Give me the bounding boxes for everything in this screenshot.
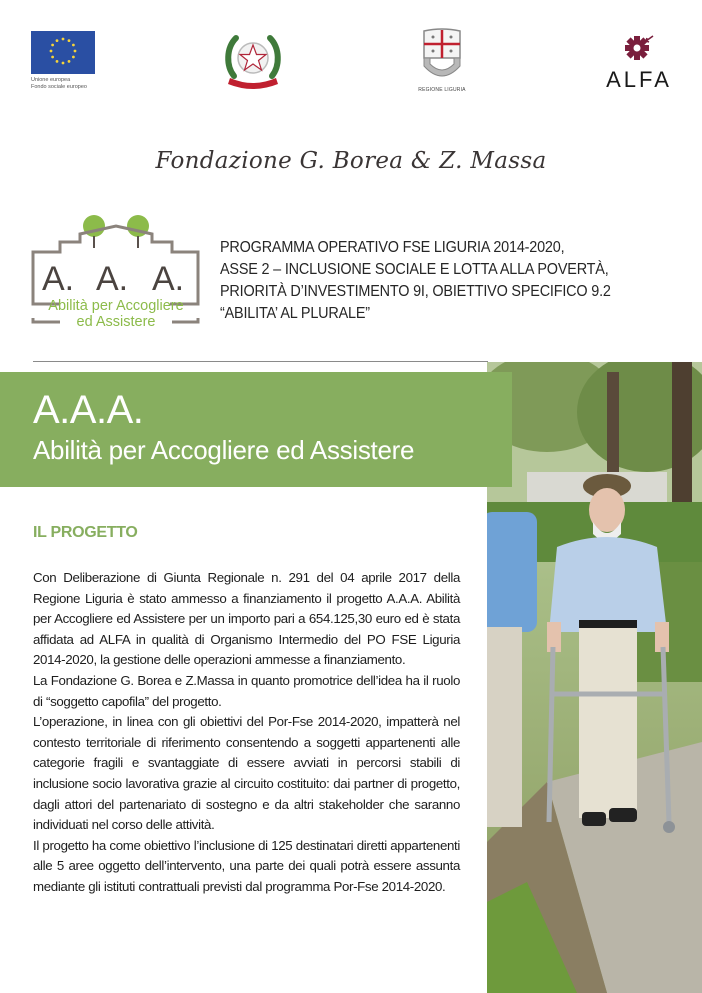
paragraph-4: Il progetto ha come obiettivo l’inclusione di 125 destinatari diretti appartenenti alle 5 aree oggetto dell’intervento, una parte dei quali potrà essere assunta mediante gli istituti contrattuali previsti dal programma Por-Fse 2014-2020. bbox=[33, 837, 460, 894]
eu-logo bbox=[31, 31, 97, 91]
program-line-4: “ABILITA’ AL PLURALE” bbox=[220, 305, 370, 322]
title-banner bbox=[0, 372, 512, 487]
section-title: IL PROGETTO bbox=[33, 524, 138, 541]
program-description bbox=[220, 237, 611, 325]
project-description bbox=[33, 568, 460, 898]
banner-title: A.A.A. bbox=[33, 388, 144, 432]
svg-text:Abilità per Accogliere: Abilità per Accogliere bbox=[48, 298, 184, 314]
alfa-gear-icon bbox=[619, 34, 659, 62]
elderly-man-walker-photo bbox=[487, 362, 702, 993]
divider bbox=[33, 361, 488, 362]
program-line-2: ASSE 2 – INCLUSIONE SOCIALE E LOTTA ALLA POVERTÀ, bbox=[220, 261, 609, 278]
alfa-logo bbox=[600, 34, 678, 91]
svg-text:ed Assistere: ed Assistere bbox=[76, 314, 156, 327]
paragraph-2: La Fondazione G. Borea e Z.Massa in quanto promotrice dell’idea ha il ruolo di “soggetto capofila” del progetto. bbox=[33, 672, 460, 709]
eu-caption-line2: Fondo sociale europeo bbox=[31, 84, 87, 90]
eu-flag-icon bbox=[31, 31, 95, 74]
paragraph-1: Con Deliberazione di Giunta Regionale n. 291 del 04 aprile 2017 della Regione Liguria è stato ammesso a finanziamento il progetto A.A.A. Abilità per Accogliere ed Assistere per un importo pari a 654.125,30 euro ed è stata affidata ad ALFA in qualità di Organismo Intermedio del PO FSE Liguria 2014-2020, la gestione delle operazioni ammesse a finanziamento. bbox=[33, 570, 460, 668]
regione-liguria-logo bbox=[416, 28, 468, 92]
svg-text:A.: A. bbox=[42, 260, 75, 298]
eu-caption-line1: Unione europea bbox=[31, 77, 71, 83]
liguria-caption: REGIONE LIGURIA bbox=[418, 87, 466, 93]
aaa-project-logo bbox=[30, 212, 202, 327]
program-line-3: PRIORITÀ D’INVESTIMENTO 9I, OBIETTIVO SPECIFICO 9.2 bbox=[220, 283, 611, 300]
banner-subtitle: Abilità per Accogliere ed Assistere bbox=[33, 435, 415, 465]
paragraph-3: L’operazione, in linea con gli obiettivi del Por-Fse 2014-2020, impatterà nel contesto territoriale di riferimento consentendo a soggetti appartenenti alle categorie fragili e svantaggiate di essere avviati in percorsi stabili di inclusione socio lavorativa grazie al circuito costituito: dai partner di progetto, dagli attori del partenariato di sostegno e da altri stakeholder che saranno individuati nel corso delle attività. bbox=[33, 714, 460, 833]
foundation-name: Fondazione G. Borea & Z. Massa bbox=[155, 148, 547, 174]
liguria-shield-icon bbox=[420, 28, 464, 80]
italian-republic-emblem-icon bbox=[224, 30, 282, 92]
alfa-wordmark: ALFA bbox=[606, 67, 672, 92]
svg-text:A.: A. bbox=[96, 260, 129, 298]
program-line-1: PROGRAMMA OPERATIVO FSE LIGURIA 2014-2020, bbox=[220, 239, 565, 256]
svg-text:A.: A. bbox=[152, 260, 185, 298]
